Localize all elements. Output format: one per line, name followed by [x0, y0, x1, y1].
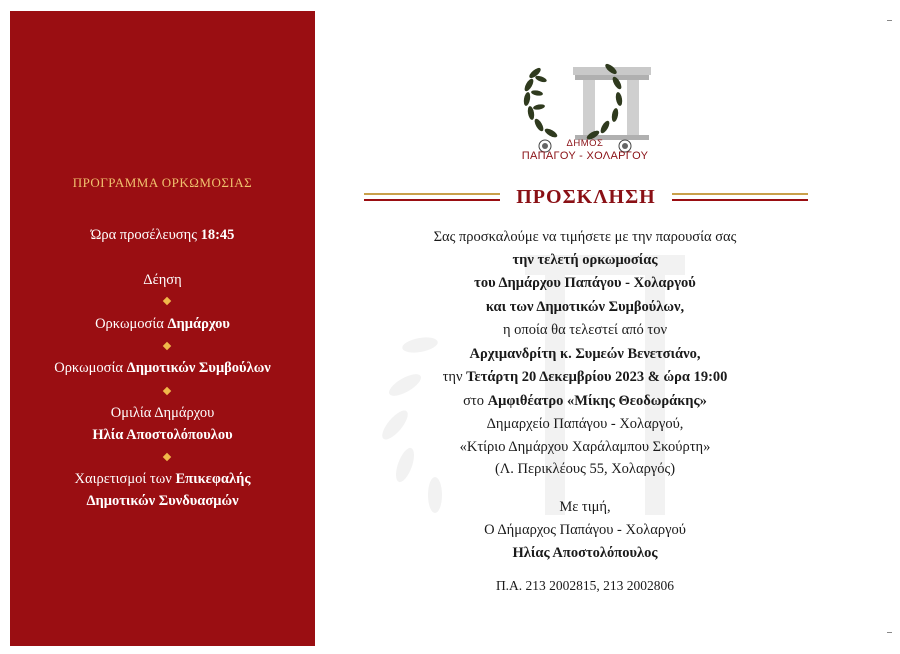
header-rule-left-red: [364, 199, 500, 201]
invitation-line-1: Σας προσκαλούμε να τιμήσετε με την παρουσία σας: [433, 229, 737, 245]
logo-text-municipality: ΔΗΜΟΣ: [566, 138, 604, 149]
invitation-line-8: [340, 393, 830, 410]
program-item-prayer: [10, 272, 315, 289]
item-bold: Δημοτικών Συμβούλων: [126, 360, 271, 376]
header-rule-right-red: [672, 199, 808, 201]
header-rule-left-gold: [364, 193, 500, 195]
item-bold: Δημάρχου: [167, 316, 230, 332]
invitation-line-9: Δημαρχείο Παπάγου - Χολαργού,: [486, 416, 684, 432]
invitation-line-3: [340, 275, 830, 292]
logo-text-name: ΠΑΠΑΓΟΥ - ΧΟΛΑΡΓΟΥ: [521, 150, 649, 162]
invitation-line-2: [340, 252, 830, 269]
diamond-separator-icon: [163, 453, 171, 461]
diamond-separator-icon: [163, 342, 171, 350]
invitation-line-7: [340, 369, 830, 386]
item-bold: Επικεφαλής: [175, 471, 251, 487]
item-text: Ορκωμοσία: [54, 360, 127, 376]
program-item-mayor-name: [10, 427, 315, 444]
diamond-separator-icon: [163, 387, 171, 395]
crop-mark-top: [887, 20, 892, 21]
arrival-label: Ώρα προσέλευσης: [90, 227, 201, 243]
closing-line-1: Με τιμή,: [559, 499, 611, 515]
text-bold: την τελετή ορκωμοσίας: [512, 252, 658, 268]
program-item-greetings: [10, 471, 315, 488]
item-text: Ορκωμοσία: [95, 316, 168, 332]
invitation-line-4: [340, 299, 830, 316]
invitation-line-5: η οποία θα τελεστεί από τον: [502, 322, 668, 338]
crop-mark-bottom: [887, 632, 892, 633]
invitation-line-10: «Κτίριο Δημάρχου Χαράλαμπου Σκούρτη»: [459, 439, 711, 455]
item-bold: Δημοτικών Συνδυασμών: [86, 493, 239, 509]
item-text: Ομιλία Δημάρχου: [110, 405, 215, 421]
invitation-title: ΠΡΟΣΚΛΗΣΗ: [516, 186, 656, 208]
diamond-separator-icon: [163, 297, 171, 305]
item-text: Δέηση: [143, 272, 182, 288]
invitation-line-6: [340, 346, 830, 363]
text-bold: Ηλίας Αποστολόπουλος: [512, 545, 658, 561]
program-panel: [10, 11, 315, 646]
text-bold: Αρχιμανδρίτη κ. Συμεών Βενετσιάνο,: [469, 346, 701, 362]
signature-name: [340, 545, 830, 562]
text-bold: του Δημάρχου Παπάγου - Χολαργού: [474, 275, 696, 291]
header-rule-right-gold: [672, 193, 808, 195]
event-datetime: Τετάρτη 20 Δεκεμβρίου 2023 & ώρα 19:00: [466, 369, 728, 385]
event-venue: Αμφιθέατρο «Μίκης Θεοδωράκης»: [487, 393, 707, 409]
program-title: ΠΡΟΓΡΑΜΜΑ ΟΡΚΩΜΟΣΙΑΣ: [72, 175, 253, 190]
closing-line-2: Ο Δήμαρχος Παπάγου - Χολαργού: [484, 522, 686, 538]
text-bold: και των Δημοτικών Συμβούλων,: [485, 299, 685, 315]
text-regular: την: [442, 369, 467, 385]
program-item-greetings-line2: [10, 493, 315, 510]
invitation-line-11: (Λ. Περικλέους 55, Χολαργός): [494, 461, 676, 477]
program-item-council-oath: [10, 360, 315, 377]
program-item-mayor-speech: [10, 405, 315, 422]
contact-phones: Π.Α. 213 2002815, 213 2002806: [495, 578, 675, 593]
text-regular: στο: [463, 393, 488, 409]
program-item-mayor-oath: [10, 316, 315, 333]
item-text: Χαιρετισμοί των: [74, 471, 176, 487]
item-bold: Ηλία Αποστολόπουλου: [92, 427, 233, 443]
arrival-time: [10, 227, 315, 244]
arrival-value: 18:45: [200, 227, 235, 243]
